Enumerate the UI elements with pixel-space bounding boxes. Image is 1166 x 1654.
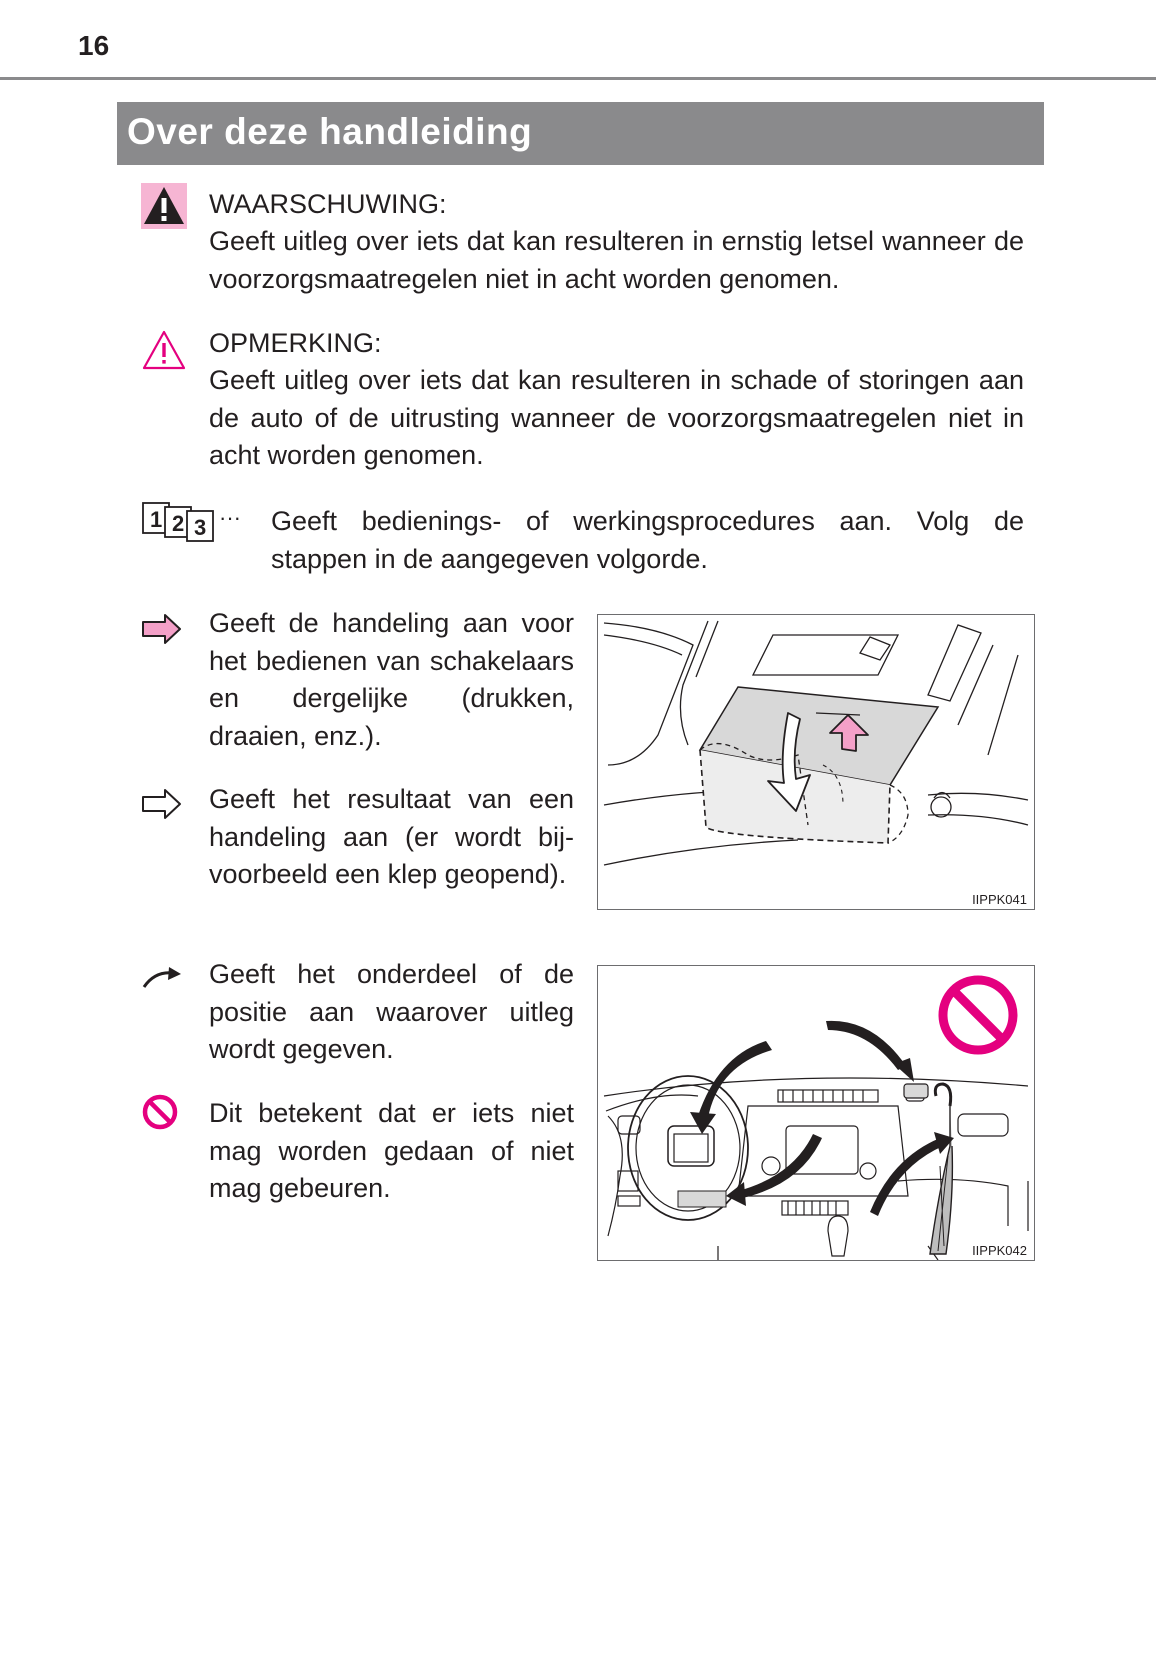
figure-dashboard [597, 965, 1035, 1261]
result-arrow-icon [141, 788, 183, 825]
operation-description: Geeft de handeling aan voor het bedienen van schakelaars en dergelijke (drukken, draaien, enz.). [209, 608, 574, 751]
component-pointer-icon [141, 965, 183, 996]
header-rule [0, 77, 1156, 80]
warning-heading: WAARSCHUWING: [209, 189, 447, 219]
step-number-1: 1 [150, 507, 163, 532]
component-description: Geeft het onderdeel of de positie aan waarover uitleg wordt gegeven. [209, 959, 574, 1064]
overhead-console-illustration [598, 615, 1034, 909]
notice-heading: OPMERKING: [209, 328, 382, 358]
prohibited-icon [141, 1093, 179, 1136]
caution-icon [141, 329, 187, 376]
figure-overhead-console [597, 614, 1035, 910]
steps-icon [141, 501, 251, 548]
notice-body: Geeft uitleg over iets dat kan resulteren in schade of storingen aan de auto of de uitrusting wanneer de voorzorgsmaatregelen niet in acht worden genomen. [209, 365, 1024, 470]
operation-arrow-icon [141, 613, 183, 650]
figure-code: IIPPK042 [972, 1243, 1027, 1258]
section-title-bar [117, 102, 1044, 165]
step-number-2: 2 [172, 511, 185, 536]
steps-ellipsis: ··· [219, 505, 241, 530]
page-title: Over deze handleiding [127, 111, 533, 152]
figure-code: IIPPK041 [972, 892, 1027, 907]
result-description: Geeft het resultaat van een handeling aan (er wordt bijvoorbeeld een klep geopend). [209, 784, 574, 889]
prohibited-description: Dit betekent dat er iets niet mag worden gedaan of niet mag gebeuren. [209, 1098, 574, 1203]
steps-body: Geeft bedienings- of werkingsprocedures aan. Volg de stappen in de aangegeven volgorde. [271, 506, 1024, 574]
warning-icon [141, 183, 187, 234]
page-number: 16 [78, 30, 110, 61]
warning-body: Geeft uitleg over iets dat kan resulteren in ernstig letsel wanneer de voorzorgsmaatregelen niet in acht worden genomen. [209, 226, 1024, 294]
step-number-3: 3 [194, 515, 207, 540]
dashboard-illustration [598, 966, 1034, 1260]
